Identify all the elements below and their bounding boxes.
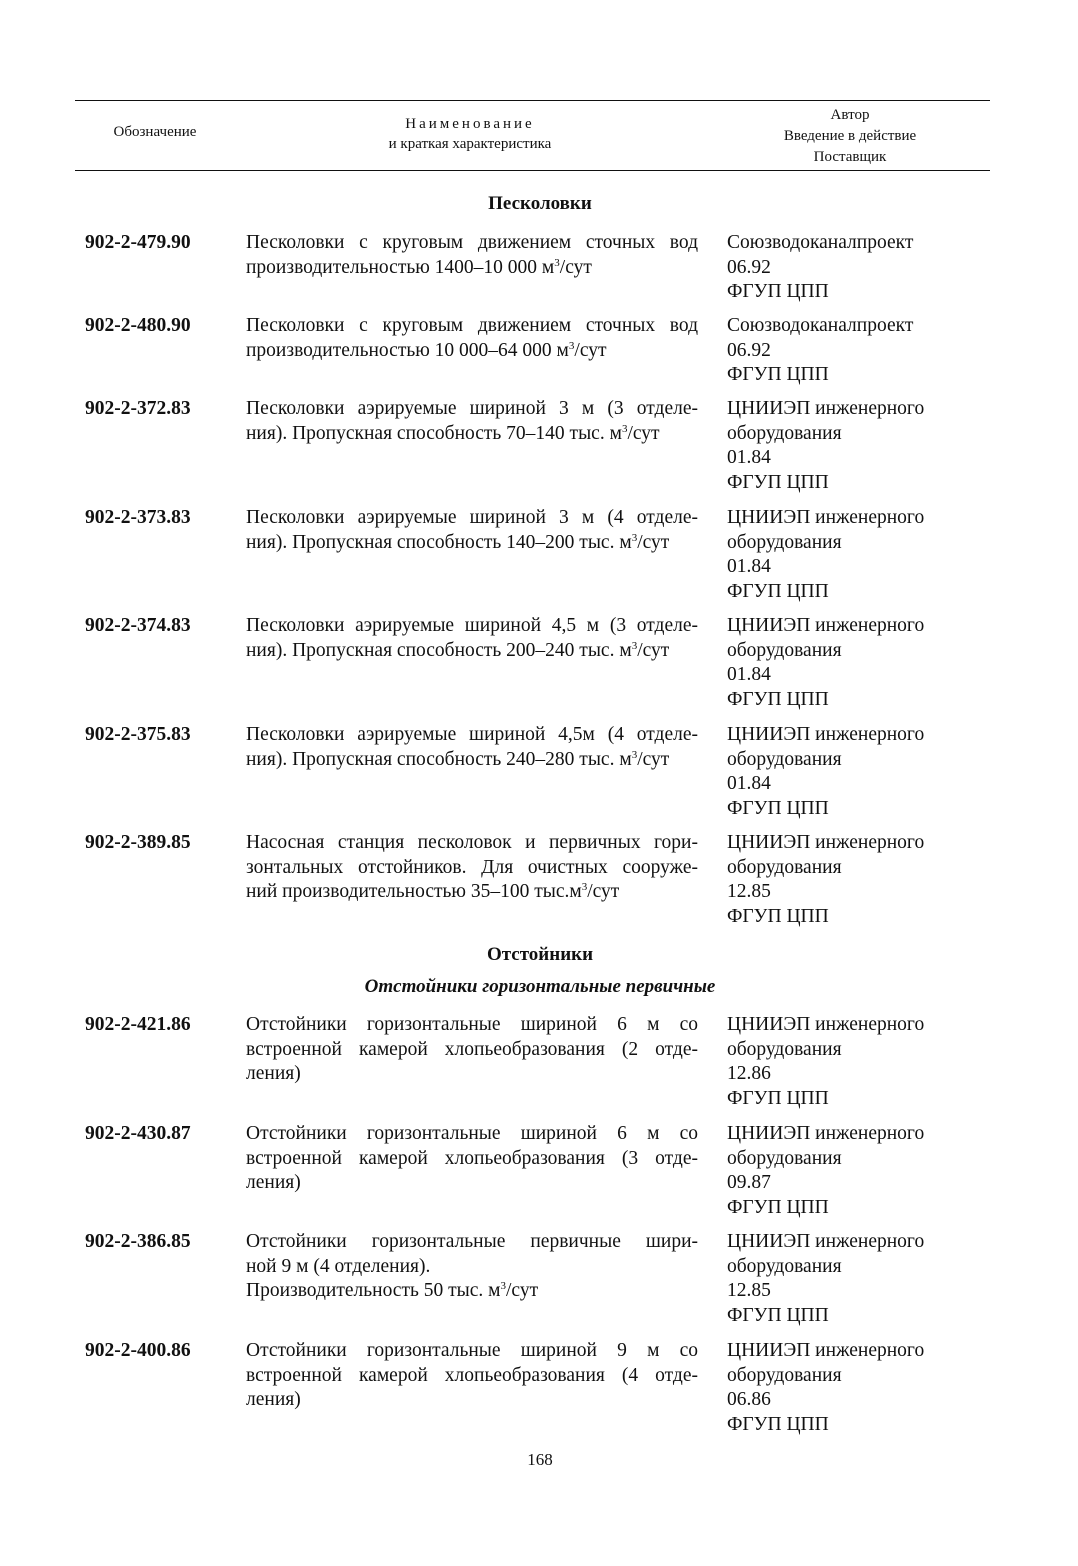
desc-text: ний производительностью 35–100 тыс.м [246, 881, 582, 902]
entry-code: 902-2-479.90 [85, 232, 191, 253]
author-line: ФГУП ЦПП [727, 364, 829, 385]
desc-line: встроенной камерой хлопьеобразования (4 отде- [246, 1364, 698, 1386]
entry-author [727, 314, 987, 388]
entry-description [246, 231, 698, 280]
author-line: ФГУП ЦПП [727, 797, 829, 819]
entry-code: 902-2-480.90 [85, 315, 191, 336]
entry-author [727, 1013, 987, 1111]
author-line: 09.87 [727, 1172, 771, 1193]
author-line: 12.85 [727, 1280, 771, 1301]
author-line: ФГУП ЦПП [727, 281, 829, 302]
author-line: оборудования [727, 1364, 842, 1386]
desc-text: ния). Пропускная способность 200–240 тыс. м [246, 639, 632, 661]
header-name-subtitle: и краткая характеристика [388, 136, 552, 152]
desc-text: производительностью 10 000–64 000 м [246, 339, 569, 361]
entry-author [727, 1122, 987, 1220]
author-line: ФГУП ЦПП [727, 1196, 829, 1218]
entry-description [246, 1339, 698, 1413]
desc-text: ния). Пропускная способность 140–200 тыс. м [246, 531, 632, 553]
entry-description [246, 397, 698, 446]
desc-line: Отстойники горизонтальные шириной 6 м со [246, 1014, 698, 1035]
section-title-peskolovki: Песколовки [488, 193, 592, 214]
desc-text: Производительность 50 тыс. м [246, 1280, 501, 1301]
desc-line: Песколовки аэрируемые шириной 3 м (4 отделе- [246, 507, 698, 528]
desc-line: Песколовки аэрируемые шириной 3 м (3 отделе- [246, 398, 698, 419]
entry-description [246, 1013, 698, 1087]
header-bottom-rule [75, 170, 990, 171]
entry-author [727, 723, 987, 821]
desc-text: /сут [637, 748, 670, 770]
author-line: 01.84 [727, 556, 771, 577]
desc-line [246, 880, 698, 905]
desc-line [246, 422, 698, 447]
entry-code: 902-2-373.83 [85, 507, 191, 528]
author-line: ФГУП ЦПП [727, 471, 829, 493]
author-line: оборудования [727, 1038, 842, 1060]
desc-line: встроенной камерой хлопьеобразования (2 отде- [246, 1038, 698, 1060]
entry-author [727, 831, 987, 929]
author-line: 06.86 [727, 1389, 771, 1410]
superscript: 3 [500, 1280, 506, 1292]
desc-line [246, 256, 698, 281]
entry-author [727, 397, 987, 495]
author-line: ФГУП ЦПП [727, 905, 829, 927]
desc-text: /сут [627, 422, 660, 444]
author-line: ФГУП ЦПП [727, 1304, 829, 1326]
entry-code: 902-2-430.87 [85, 1123, 191, 1144]
author-line: 12.85 [727, 881, 771, 902]
desc-text: /сут [559, 256, 592, 278]
author-line: 06.92 [727, 256, 771, 278]
author-line: ЦНИИЭП инженерного [727, 1340, 925, 1361]
author-line: ФГУП ЦПП [727, 1413, 829, 1435]
desc-line: Отстойники горизонтальные шириной 9 м со [246, 1340, 698, 1361]
entry-description [246, 614, 698, 663]
desc-line [246, 339, 698, 364]
header-name-title: Наименование [405, 116, 535, 132]
superscript: 3 [554, 256, 560, 269]
author-line: ЦНИИЭП инженерного [727, 1014, 925, 1035]
superscript: 3 [631, 639, 638, 652]
desc-text: ния). Пропускная способность 70–140 тыс. м [246, 422, 622, 444]
desc-text: /сут [587, 881, 620, 902]
author-line: 01.84 [727, 773, 771, 794]
author-line: 01.84 [727, 664, 771, 685]
desc-line [246, 1279, 698, 1304]
entry-code: 902-2-400.86 [85, 1340, 191, 1361]
entry-code: 902-2-386.85 [85, 1231, 191, 1252]
desc-line: Песколовки аэрируемые шириной 4,5 м (3 отделе- [246, 615, 698, 636]
author-line: Союзводоканалпроект [727, 315, 914, 336]
author-line: ЦНИИЭП инженерного [727, 1231, 925, 1252]
entry-description [246, 723, 698, 772]
header-author-column [745, 105, 955, 168]
entry-author [727, 1339, 987, 1437]
desc-line [246, 748, 698, 773]
entry-author [727, 506, 987, 604]
desc-line: зонтальных отстойников. Для очистных сооруже- [246, 856, 698, 878]
author-line: Союзводоканалпроект [727, 232, 914, 253]
author-line: оборудования [727, 748, 842, 770]
author-line: оборудования [727, 1147, 842, 1169]
author-line: ФГУП ЦПП [727, 580, 829, 602]
author-line: оборудования [727, 422, 842, 444]
desc-text: /сут [574, 339, 607, 361]
author-line: ЦНИИЭП инженерного [727, 1123, 925, 1144]
desc-line [246, 639, 698, 664]
entry-description [246, 1122, 698, 1196]
desc-line: ной 9 м (4 отделения). [246, 1255, 431, 1277]
page-number: 168 [527, 1450, 553, 1469]
entry-code: 902-2-374.83 [85, 615, 191, 636]
header-name-column [290, 114, 650, 154]
entry-description [246, 506, 698, 555]
desc-text: ния). Пропускная способность 240–280 тыс. м [246, 748, 632, 770]
author-line: 01.84 [727, 447, 771, 468]
entry-author [727, 231, 987, 305]
header-code-column: Обозначение [113, 124, 197, 140]
author-line: оборудования [727, 531, 842, 553]
entry-author [727, 614, 987, 712]
entry-code: 902-2-389.85 [85, 832, 191, 853]
entry-description [246, 314, 698, 363]
entry-description [246, 1230, 698, 1304]
desc-text: /сут [637, 531, 670, 553]
author-line: 06.92 [727, 339, 771, 361]
entry-description [246, 831, 698, 905]
author-line: оборудования [727, 856, 842, 878]
desc-line: Песколовки с круговым движением сточных вод [246, 232, 698, 253]
desc-line [246, 531, 698, 556]
desc-line: Песколовки аэрируемые шириной 4,5м (4 отделе- [246, 724, 698, 745]
header-author-line-3: Поставщик [813, 149, 887, 165]
superscript: 3 [581, 881, 588, 893]
desc-line: ления) [246, 1389, 301, 1410]
author-line: ЦНИИЭП инженерного [727, 724, 925, 745]
desc-line: ления) [246, 1063, 301, 1084]
section-title-otstoyniki: Отстойники [486, 944, 594, 965]
desc-line: Отстойники горизонтальные шириной 6 м со [246, 1123, 698, 1144]
desc-line: Насосная станция песколовок и первичных гори- [246, 832, 698, 853]
desc-line: ления) [246, 1172, 301, 1193]
author-line: 12.86 [727, 1063, 771, 1084]
entry-code: 902-2-375.83 [85, 724, 191, 745]
entry-author [727, 1230, 987, 1328]
desc-line: Отстойники горизонтальные первичные шири- [246, 1231, 698, 1252]
desc-text: производительностью 1400–10 000 м [246, 256, 555, 278]
superscript: 3 [631, 748, 638, 761]
author-line: оборудования [727, 639, 842, 661]
author-line: ФГУП ЦПП [727, 688, 829, 710]
desc-line: Песколовки с круговым движением сточных вод [246, 315, 698, 336]
desc-text: /сут [637, 639, 670, 661]
subsection-title: Отстойники горизонтальные первичные [364, 976, 716, 997]
superscript: 3 [631, 531, 638, 544]
author-line: ЦНИИЭП инженерного [727, 832, 925, 853]
author-line: оборудования [727, 1255, 842, 1277]
author-line: ЦНИИЭП инженерного [727, 507, 925, 528]
desc-line: встроенной камерой хлопьеобразования (3 отде- [246, 1147, 698, 1169]
entry-code: 902-2-421.86 [85, 1014, 191, 1035]
header-author-line-1: Автор [830, 107, 870, 123]
entry-code: 902-2-372.83 [85, 398, 191, 419]
author-line: ЦНИИЭП инженерного [727, 615, 925, 636]
desc-text: /сут [506, 1280, 539, 1301]
superscript: 3 [568, 339, 575, 352]
author-line: ЦНИИЭП инженерного [727, 398, 925, 419]
header-top-rule [75, 100, 990, 101]
header-author-line-2: Введение в действие [783, 128, 917, 144]
superscript: 3 [621, 422, 628, 435]
author-line: ФГУП ЦПП [727, 1087, 829, 1109]
